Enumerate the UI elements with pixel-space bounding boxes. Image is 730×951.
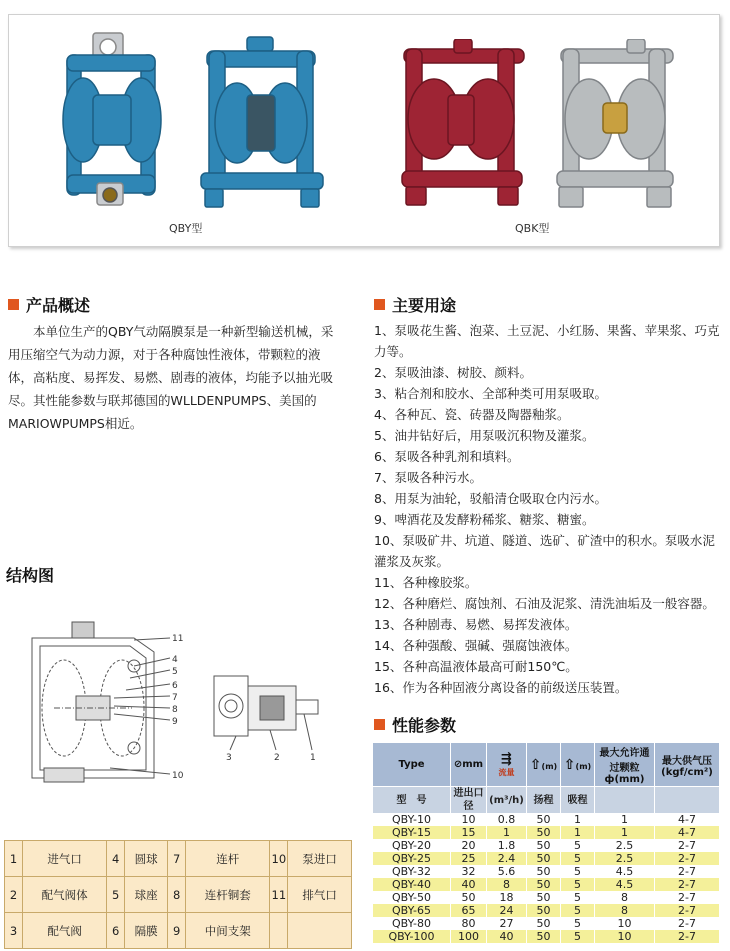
header-suction: ⇧(m) [561, 743, 595, 787]
spec-cell: 2-7 [655, 839, 720, 852]
use-item: 4、各种瓦、瓷、砖器及陶器釉浆。 [374, 407, 570, 422]
diameter-icon: ⊘ [453, 759, 463, 770]
performance-heading: 性能参数 [374, 713, 456, 736]
header-diameter: ⊘mm [451, 743, 487, 787]
spec-cell: 2-7 [655, 930, 720, 943]
use-item: 1、泵吸花生酱、泡菜、土豆泥、小红肠、果酱、苹果浆、巧克力等。 [374, 323, 720, 359]
part-name: 配气阀 [23, 913, 107, 949]
spec-cell: 5 [561, 904, 595, 917]
spec-cell: QBY-15 [373, 826, 451, 839]
heading-square-icon [8, 299, 19, 310]
spec-cell: 20 [451, 839, 487, 852]
part-name [288, 913, 352, 949]
qbk-pump-image-silver [549, 39, 679, 219]
header-type: Type [373, 743, 451, 787]
callout-1: 1 [310, 753, 316, 763]
callout-5: 5 [172, 667, 178, 677]
structure-heading: 结构图 [6, 566, 55, 585]
spec-cell: 5 [561, 839, 595, 852]
spec-cell: 5 [561, 930, 595, 943]
spec-cell: 2-7 [655, 917, 720, 930]
spec-cell: QBY-50 [373, 891, 451, 904]
spec-cell: 1 [561, 826, 595, 839]
spec-row [373, 904, 720, 917]
spec-row [373, 839, 720, 852]
spec-cell: 4-7 [655, 826, 720, 839]
spec-cell: QBY-40 [373, 878, 451, 891]
callout-7: 7 [172, 693, 178, 703]
part-name: 排气口 [288, 877, 352, 913]
spec-cell: 50 [527, 930, 561, 943]
header-flow: ⇶ 流量 [487, 743, 527, 787]
spec-cell: 15 [451, 826, 487, 839]
flow-icon: ⇶ [501, 751, 512, 767]
spec-subheader-cell: (m³/h) [487, 787, 527, 814]
spec-subheader-cell: 吸程 [561, 787, 595, 814]
spec-subheader-cell: 型 号 [373, 787, 451, 814]
spec-header-row [373, 743, 720, 787]
spec-subheader-cell [595, 787, 655, 814]
spec-cell: 50 [527, 813, 561, 826]
spec-cell: 1.8 [487, 839, 527, 852]
spec-cell: 1 [595, 813, 655, 826]
spec-cell: 2-7 [655, 904, 720, 917]
spec-cell: 50 [527, 826, 561, 839]
part-number: 10 [270, 841, 288, 877]
use-item: 13、各种剧毒、易燃、易挥发液体。 [374, 617, 578, 632]
qby-pump-image-side [197, 33, 327, 213]
callout-4: 4 [172, 655, 178, 665]
product-banner [8, 14, 720, 247]
header-head: ⇧(m) [527, 743, 561, 787]
callout-10: 10 [172, 771, 184, 781]
spec-row [373, 826, 720, 839]
spec-cell: 1 [595, 826, 655, 839]
qby-label: QBY型 [169, 222, 203, 235]
spec-cell: 27 [487, 917, 527, 930]
qby-pump-image-front [53, 25, 173, 215]
header-particle: 最大允许通过颗粒ф(mm) [595, 743, 655, 787]
spec-cell: QBY-25 [373, 852, 451, 865]
part-number: 8 [168, 877, 186, 913]
spec-row [373, 878, 720, 891]
spec-cell: 50 [527, 904, 561, 917]
spec-cell: 2-7 [655, 878, 720, 891]
spec-cell: 100 [451, 930, 487, 943]
structure-diagram [14, 618, 344, 798]
spec-cell: 8 [595, 904, 655, 917]
use-item: 16、作为各种固液分离设备的前级送压装置。 [374, 680, 628, 695]
parts-row [5, 841, 352, 877]
spec-cell: 2.5 [595, 839, 655, 852]
spec-cell: 5 [561, 917, 595, 930]
spec-cell: 32 [451, 865, 487, 878]
part-name: 球座 [125, 877, 168, 913]
spec-cell: 2-7 [655, 891, 720, 904]
use-item: 7、泵吸各种污水。 [374, 470, 482, 485]
spec-row [373, 891, 720, 904]
parts-row [5, 877, 352, 913]
overview-text: 本单位生产的QBY气动隔膜泵是一种新型输送机械，采用压缩空气为动力源，对于各种腐蚀性液体，带颗粒的液体，高粘度、易挥发、易燃、剧毒的液体，均能予以抽光吸尽。其性能参数与联邦德国的WLLDENPUMPS、美国的MARIOWPUMPS相近。 [8, 324, 334, 431]
callout-11: 11 [172, 634, 184, 644]
part-number: 9 [168, 913, 186, 949]
part-name: 泵进口 [288, 841, 352, 877]
part-name: 隔膜 [125, 913, 168, 949]
spec-cell: 40 [487, 930, 527, 943]
spec-row [373, 930, 720, 943]
part-number: 7 [168, 841, 186, 877]
spec-cell: 5 [561, 891, 595, 904]
spec-cell: 50 [527, 891, 561, 904]
spec-cell: 4.5 [595, 878, 655, 891]
callout-6: 6 [172, 681, 178, 691]
spec-cell: 2.4 [487, 852, 527, 865]
spec-cell: 5 [561, 878, 595, 891]
uses-list [374, 320, 724, 698]
overview-heading: 产品概述 [8, 293, 90, 316]
spec-cell: QBY-65 [373, 904, 451, 917]
use-item: 2、泵吸油漆、树胶、颜料。 [374, 365, 532, 380]
spec-cell: 2-7 [655, 852, 720, 865]
heading-square-icon [374, 299, 385, 310]
part-name: 进气口 [23, 841, 107, 877]
use-item: 10、泵吸矿井、坑道、隧道、选矿、矿渣中的积水。泵吸水泥灌浆及灰浆。 [374, 533, 715, 569]
spec-subheader-cell: 进出口径 [451, 787, 487, 814]
use-item: 14、各种强酸、强碱、强腐蚀液体。 [374, 638, 578, 653]
head-up-arrow-icon: ⇧ [529, 756, 542, 773]
spec-cell: 40 [451, 878, 487, 891]
spec-cell: QBY-80 [373, 917, 451, 930]
spec-row [373, 865, 720, 878]
use-item: 9、啤酒花及发酵粉稀浆、糖浆、糖蜜。 [374, 512, 595, 527]
spec-cell: 5 [561, 865, 595, 878]
part-number: 4 [107, 841, 125, 877]
spec-cell: 4.5 [595, 865, 655, 878]
spec-cell: 50 [527, 865, 561, 878]
spec-cell: 0.8 [487, 813, 527, 826]
qbk-label: QBK型 [515, 222, 550, 235]
part-number: 11 [270, 877, 288, 913]
spec-cell: 10 [595, 917, 655, 930]
spec-cell: 1 [487, 826, 527, 839]
spec-cell: 50 [451, 891, 487, 904]
spec-subheader-cell: 扬程 [527, 787, 561, 814]
spec-row [373, 852, 720, 865]
spec-cell: 8 [595, 891, 655, 904]
spec-cell: 2.5 [595, 852, 655, 865]
spec-cell: 25 [451, 852, 487, 865]
callout-3: 3 [226, 753, 232, 763]
spec-cell: QBY-32 [373, 865, 451, 878]
callout-2: 2 [274, 753, 280, 763]
spec-cell: 5.6 [487, 865, 527, 878]
spec-cell: 1 [561, 813, 595, 826]
use-item: 15、各种高温液体最高可耐150℃。 [374, 659, 578, 674]
spec-cell: 4-7 [655, 813, 720, 826]
spec-subheader-cell [655, 787, 720, 814]
spec-row [373, 813, 720, 826]
spec-cell: 50 [527, 917, 561, 930]
part-number: 6 [107, 913, 125, 949]
spec-cell: 50 [527, 839, 561, 852]
use-item: 6、泵吸各种乳剂和填料。 [374, 449, 520, 464]
spec-cell: QBY-10 [373, 813, 451, 826]
spec-row [373, 917, 720, 930]
part-name: 连杆 [186, 841, 270, 877]
header-pressure: 最大供气压(kgf/cm²) [655, 743, 720, 787]
part-name: 中间支架 [186, 913, 270, 949]
uses-heading: 主要用途 [374, 293, 456, 316]
spec-cell: QBY-20 [373, 839, 451, 852]
spec-cell: 50 [527, 852, 561, 865]
spec-cell: 5 [561, 852, 595, 865]
parts-table [4, 840, 352, 949]
spec-cell: 65 [451, 904, 487, 917]
parts-row [5, 913, 352, 949]
heading-square-icon [374, 719, 385, 730]
use-item: 8、用泵为油轮，驳船清仓吸取仓内污水。 [374, 491, 607, 506]
spec-cell: 2-7 [655, 865, 720, 878]
spec-cell: 18 [487, 891, 527, 904]
spec-cell: 24 [487, 904, 527, 917]
spec-subheader-row [373, 787, 720, 814]
part-number: 5 [107, 877, 125, 913]
part-number: 2 [5, 877, 23, 913]
performance-table [372, 742, 720, 943]
part-number: 3 [5, 913, 23, 949]
qbk-pump-image-red [394, 39, 529, 214]
spec-cell: 80 [451, 917, 487, 930]
use-item: 12、各种磨烂、腐蚀剂、石油及泥浆、清洗油垢及一般容器。 [374, 596, 715, 611]
spec-cell: QBY-100 [373, 930, 451, 943]
part-number: 1 [5, 841, 23, 877]
spec-cell: 10 [451, 813, 487, 826]
use-item: 3、粘合剂和胶水、全部种类可用泵吸取。 [374, 386, 607, 401]
suction-up-arrow-icon: ⇧ [563, 756, 576, 773]
spec-cell: 10 [595, 930, 655, 943]
part-name: 配气阀体 [23, 877, 107, 913]
part-number [270, 913, 288, 949]
part-name: 圆球 [125, 841, 168, 877]
callout-8: 8 [172, 705, 178, 715]
use-item: 11、各种橡胶浆。 [374, 575, 478, 590]
callout-9: 9 [172, 717, 178, 727]
spec-cell: 8 [487, 878, 527, 891]
spec-cell: 50 [527, 878, 561, 891]
use-item: 5、油井钻好后，用泵吸沉积物及灌浆。 [374, 428, 595, 443]
part-name: 连杆铜套 [186, 877, 270, 913]
